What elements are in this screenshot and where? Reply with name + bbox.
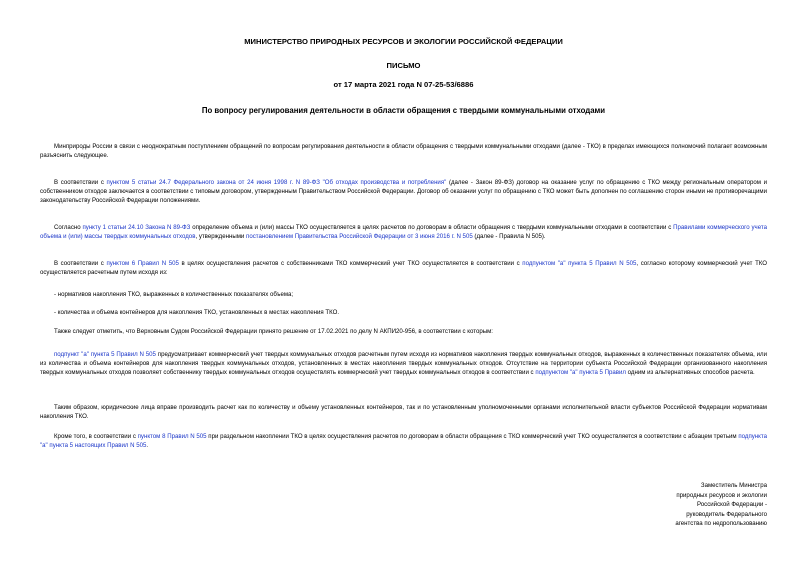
rules-505-subclause-a-link[interactable]: подпунктом "а" пункта 5 Правил N 505 — [522, 260, 637, 267]
article-24-10-link[interactable]: пункту 1 статьи 24.10 Закона N 89-ФЗ — [82, 224, 191, 231]
paragraph-commercial-accounting — [40, 259, 767, 277]
paragraph-supreme-court: Также следует отметить, что Верховным Судом Российской Федерации принято решение от 17.02.2021 по делу N АКПИ20-956, в соответствии с которым: — [54, 328, 493, 335]
paragraph-text: В соответствии с — [54, 260, 107, 267]
signature-block — [567, 481, 767, 529]
paragraph-volume-determination — [40, 223, 767, 241]
list-item: - количества и объема контейнеров для накопления ТКО, установленных в местах накопления ТКО. — [54, 309, 340, 316]
paragraph-text: предусматривает коммерческий учет твердых коммунальных отходов расчетным путем исходя из нормативов накопления твердых коммунальных отходов, выраженных в количественных показателях объема, или из количества и объема контейнеров для накопления твердых коммунальных отходов, установленных в местах накопления твердых коммунальных отходов. Отсутствие на территории субъекта Российской Федерации организованного накопления твердых коммунальных отходов позволяет собственнику твердых коммунальных отходов осуществлять коммерческий учет твердых коммунальных отходов в соответствии с — [40, 351, 768, 377]
paragraph-court-decision — [40, 350, 767, 378]
paragraph-separate-accumulation — [40, 432, 767, 450]
document-type: ПИСЬМО — [386, 61, 421, 70]
paragraph-text: . — [146, 442, 149, 450]
paragraph-text: (далее - Правила N 505). — [472, 233, 546, 241]
paragraph-text: определение объема и (или) массы ТКО осуществляется в целях расчетов по договорам в области обращения с твердыми коммунальными отходами в соответствии с — [190, 224, 674, 231]
paragraph-text: , согласно которому коммерческий учет ТКО осуществляется расчетным путем исходя из: — [40, 260, 768, 277]
signature-line: Российской Федерации - — [697, 501, 767, 509]
paragraph-text: В соответствии с — [54, 179, 107, 186]
signature-line: природных ресурсов и экологии — [676, 491, 767, 499]
rules-505-subclause-a-link[interactable]: подпункта "а" пункта 5 настоящих Правил N 505 — [40, 433, 767, 450]
paragraph-contract — [40, 178, 767, 206]
paragraph-text: , утвержденными — [195, 233, 247, 241]
signature-line: руководитель Федерального — [686, 510, 767, 518]
law-89fz-link[interactable]: пунктом 5 статьи 24.7 Федерального закона от 24 июня 1998 г. N 89-ФЗ "Об отходах производства и потребления" — [106, 179, 447, 186]
rules-505-clause-8-link[interactable]: пунктом 8 Правил N 505 — [137, 433, 207, 440]
paragraph-intro: Минприроды России в связи с неоднократным поступлением обращений по вопросам регулирования деятельности в области обращения с твердыми коммунальными отходами (далее - ТКО) в пределах имеющихся полномочий полагает возможным разъяснить следующее. — [40, 143, 767, 160]
paragraph-text: в целях осуществления расчетов с собственниками ТКО коммерческий учет ТКО осуществляется в соответствии с — [178, 260, 523, 267]
rules-505-clause-6-link[interactable]: пунктом 6 Правил N 505 — [106, 260, 179, 267]
list-item: - нормативов накопления ТКО, выраженных в количественных показателях объема; — [54, 291, 294, 298]
document-subject: По вопросу регулирования деятельности в области обращения с твердыми коммунальными отходами — [201, 106, 606, 115]
ministry-title: МИНИСТЕРСТВО ПРИРОДНЫХ РЕСУРСОВ И ЭКОЛОГИИ РОССИЙСКОЙ ФЕДЕРАЦИИ — [244, 37, 563, 46]
paragraph-text: (далее - Закон 89-ФЗ) договор на оказание услуг по обращению с ТКО между региональным оператором и собственником отходов заключается в соответствии с типовым договором, утвержденным Правительством Российской Федерации. Договор об оказании услуг по обращению с ТКО может быть дополнен по соглашению сторон иными не противоречащими законодательству Российской Федерации положениями. — [40, 179, 768, 205]
paragraph-text: Согласно — [54, 224, 83, 231]
signature-line: агентства по недропользованию — [675, 520, 767, 528]
rules-505-subclause-a-link[interactable]: подпункт "а" пункта 5 Правил N 505 — [54, 351, 156, 358]
paragraph-text: Кроме того, в соответствии с — [54, 433, 138, 440]
rules-subclause-a-link[interactable]: подпунктом "а" пункта 5 Правил — [535, 369, 626, 377]
document-date-number: от 17 марта 2021 года N 07-25-53/6886 — [333, 80, 474, 89]
accounting-rules-link[interactable]: Правилами коммерческого учета объема и (или) массы твердых коммунальных отходов — [40, 224, 767, 241]
paragraph-text: одним из альтернативных способов расчета. — [625, 369, 755, 377]
signature-line: Заместитель Министра — [700, 482, 767, 489]
paragraph-text: при раздельном накоплении ТКО в целях осуществления расчетов по договорам в области обращения с ТКО коммерческий учет ТКО осуществляется в соответствии с абзацем третьим — [206, 433, 739, 440]
paragraph-conclusion: Таким образом, юридические лица вправе производить расчет как по количеству и объему установленных контейнеров, так и по установленным уполномоченными органами исполнительной власти субъектов Российской Федерации нормативам накопления ТКО. — [40, 404, 767, 421]
government-decree-505-link[interactable]: постановлением Правительства Российской Федерации от 3 июня 2016 г. N 505 — [246, 233, 473, 241]
